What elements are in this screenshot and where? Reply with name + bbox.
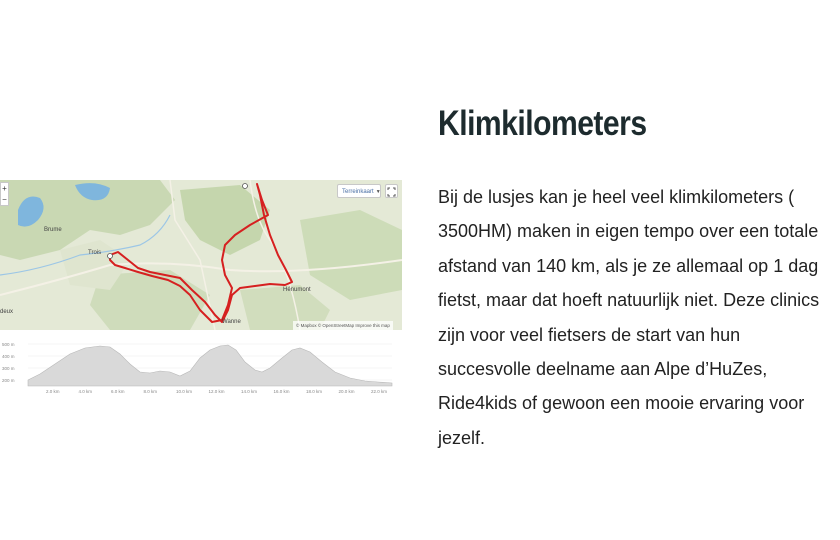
- elevation-y-label: 200 m: [2, 378, 15, 383]
- fullscreen-button[interactable]: [385, 184, 398, 198]
- forest-area: [300, 210, 402, 300]
- place-label: Brume: [44, 227, 62, 233]
- elevation-x-label: 2.0 km: [46, 389, 60, 394]
- elevation-chart: [0, 336, 402, 400]
- chevron-down-icon: ▼: [375, 189, 381, 195]
- elevation-x-label: 16.0 km: [273, 389, 290, 394]
- elevation-x-label: 10.0 km: [176, 389, 193, 394]
- zoom-out-button[interactable]: −: [2, 195, 7, 204]
- route-start-marker: [108, 254, 113, 259]
- elevation-y-label: 500 m: [2, 342, 15, 347]
- elevation-x-label: 22.0 km: [371, 389, 388, 394]
- elevation-y-label: 300 m: [2, 366, 15, 371]
- place-label: Hénumont: [283, 287, 311, 293]
- map-style-label: Terreinkaart: [342, 189, 374, 195]
- route-pin-marker: [243, 184, 248, 189]
- elevation-x-label: 12.0 km: [208, 389, 225, 394]
- elevation-x-label: 6.0 km: [111, 389, 125, 394]
- elevation-x-label: 8.0 km: [143, 389, 158, 394]
- section-heading: Klimkilometers: [438, 104, 647, 143]
- elevation-x-label: 20.0 km: [338, 389, 355, 394]
- elevation-x-label: 4.0 km: [78, 389, 93, 394]
- map-style-dropdown[interactable]: [337, 184, 381, 198]
- elevation-area: [28, 345, 392, 386]
- elevation-x-label: 18.0 km: [306, 389, 323, 394]
- section-paragraph: Bij de lusjes kan je heel veel klimkilometers ( 3500HM) maken in eigen tempo over een totale afstand van 140 km, als je ze allemaal op 1 dag fietst, maar dat hoeft natuurlijk niet. Deze clinics zijn voor veel fietsers de start van hun succesvolle deelname aan Alpe d’HuZes, Ride4kids of gewoon een mooie ervaring voor jezelf.: [438, 187, 820, 448]
- place-label: Wanne: [222, 319, 241, 325]
- map-attribution[interactable]: © Mapbox © OpenStreetMap Improve this map: [293, 321, 393, 330]
- place-label: deux: [0, 309, 14, 315]
- place-label: Trois: [88, 250, 102, 256]
- zoom-control: [0, 182, 9, 206]
- elevation-x-label: 14.0 km: [241, 389, 258, 394]
- elevation-profile: [0, 336, 402, 400]
- map-canvas[interactable]: [0, 180, 402, 330]
- route-map[interactable]: [0, 180, 402, 330]
- expand-icon: [386, 186, 397, 198]
- zoom-in-button[interactable]: +: [2, 184, 7, 193]
- elevation-y-label: 400 m: [2, 354, 15, 359]
